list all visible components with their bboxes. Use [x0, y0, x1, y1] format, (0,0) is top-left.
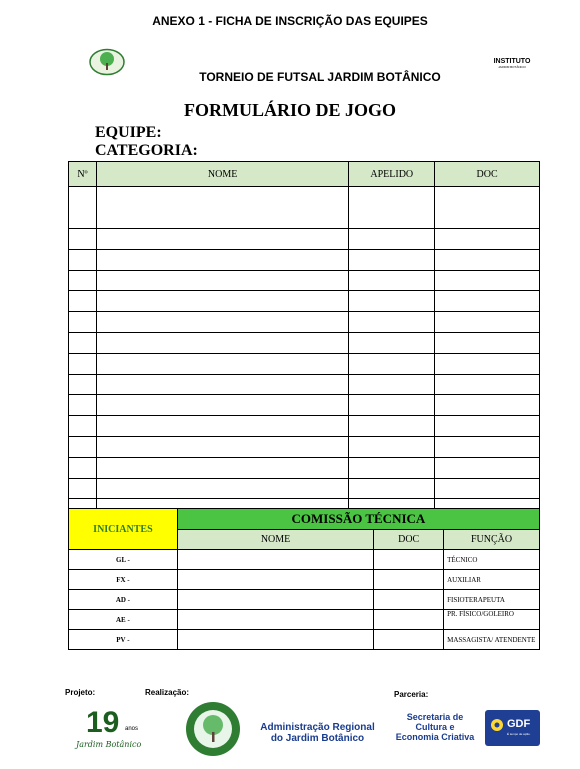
cell[interactable] — [69, 229, 97, 250]
community-seal-icon — [182, 700, 244, 758]
table-row[interactable] — [69, 291, 540, 312]
institute-logo: INSTITUTO JARDIM BOTÂNICO — [493, 58, 531, 69]
table-row[interactable] — [69, 457, 540, 478]
cell[interactable] — [96, 291, 348, 312]
table-row[interactable] — [69, 187, 540, 229]
realization-label: Realização: — [145, 688, 190, 697]
anniversary-logo — [76, 706, 146, 756]
role-label: TÉCNICO — [444, 550, 540, 570]
cell[interactable] — [374, 590, 444, 610]
cell[interactable] — [349, 249, 435, 270]
cell[interactable] — [69, 416, 97, 437]
staff-col-doc: DOC — [374, 530, 444, 550]
cell[interactable] — [96, 332, 348, 353]
table-row[interactable] — [69, 478, 540, 499]
col-nickname: APELIDO — [349, 162, 435, 187]
cell[interactable] — [177, 590, 373, 610]
project-label: Projeto: — [65, 688, 96, 697]
cell[interactable] — [435, 291, 540, 312]
cell[interactable] — [435, 332, 540, 353]
cell[interactable] — [349, 353, 435, 374]
cell[interactable] — [96, 312, 348, 333]
cell[interactable] — [96, 187, 348, 229]
cell[interactable] — [374, 610, 444, 630]
gdf-flower-icon — [488, 717, 506, 737]
players-table — [68, 161, 540, 520]
cell[interactable] — [349, 291, 435, 312]
cell[interactable] — [177, 610, 373, 630]
cell[interactable] — [374, 550, 444, 570]
cell[interactable] — [435, 353, 540, 374]
col-number: Nº — [69, 162, 97, 187]
tree-logo-icon — [88, 48, 126, 76]
cell[interactable] — [177, 550, 373, 570]
col-doc: DOC — [435, 162, 540, 187]
role-label: PR. FÍSICO/GOLEIRO — [444, 610, 540, 630]
staff-col-role: FUNÇÃO — [444, 530, 540, 550]
cell[interactable] — [349, 436, 435, 457]
gdf-logo: GDF É tempo de ação. — [485, 710, 540, 746]
cell[interactable] — [349, 395, 435, 416]
table-row[interactable] — [69, 332, 540, 353]
admin-regional-text: Administração Regional do Jardim Botânico — [260, 722, 375, 744]
cell[interactable] — [435, 478, 540, 499]
cell[interactable] — [435, 249, 540, 270]
cell[interactable] — [349, 312, 435, 333]
cell[interactable] — [69, 332, 97, 353]
table-row[interactable] — [69, 395, 540, 416]
annex-title: ANEXO 1 - FICHA DE INSCRIÇÃO DAS EQUIPES — [152, 14, 428, 28]
anniversary-unit: anos — [125, 726, 139, 732]
cell[interactable] — [96, 478, 348, 499]
cell[interactable] — [349, 416, 435, 437]
table-row[interactable] — [69, 610, 540, 630]
cell[interactable] — [96, 353, 348, 374]
cell[interactable] — [435, 395, 540, 416]
cell[interactable] — [69, 312, 97, 333]
cell[interactable] — [96, 395, 348, 416]
cell[interactable] — [435, 436, 540, 457]
role-label: FISIOTERAPEUTA — [444, 590, 540, 610]
cell[interactable] — [435, 270, 540, 291]
cell[interactable] — [435, 187, 540, 229]
tournament-title: TORNEIO DE FUTSAL JARDIM BOTÂNICO — [199, 70, 441, 84]
cell[interactable] — [349, 478, 435, 499]
table-row[interactable] — [69, 590, 540, 610]
table-row[interactable] — [69, 353, 540, 374]
players-header-row — [69, 162, 540, 187]
cell[interactable] — [435, 374, 540, 395]
cell[interactable] — [69, 270, 97, 291]
cell[interactable] — [69, 353, 97, 374]
cell[interactable] — [435, 416, 540, 437]
secretaria-text: Secretaria de Cultura e Economia Criativa — [395, 712, 475, 742]
table-row[interactable] — [69, 374, 540, 395]
table-row[interactable] — [69, 436, 540, 457]
table-row[interactable] — [69, 416, 540, 437]
staff-table — [68, 508, 540, 650]
cell[interactable] — [96, 416, 348, 437]
cell[interactable] — [374, 630, 444, 650]
table-row[interactable] — [69, 249, 540, 270]
cell[interactable] — [374, 570, 444, 590]
commission-title: COMISSÃO TÉCNICA — [177, 509, 539, 530]
starters-label: INICIANTES — [69, 509, 178, 550]
cell[interactable] — [69, 478, 97, 499]
table-row[interactable] — [69, 270, 540, 291]
cell[interactable] — [349, 374, 435, 395]
cell[interactable] — [69, 291, 97, 312]
form-title: FORMULÁRIO DE JOGO — [183, 100, 396, 120]
cell[interactable] — [96, 229, 348, 250]
cell[interactable] — [96, 436, 348, 457]
table-row[interactable] — [69, 312, 540, 333]
partnership-label: Parceria: — [394, 690, 429, 699]
cell[interactable] — [177, 630, 373, 650]
cell[interactable] — [349, 457, 435, 478]
cell[interactable] — [96, 374, 348, 395]
cell[interactable] — [69, 249, 97, 270]
role-label: AUXILIAR — [444, 570, 540, 590]
team-label: EQUIPE: — [95, 124, 162, 141]
cell[interactable] — [96, 249, 348, 270]
cell[interactable] — [96, 457, 348, 478]
table-row[interactable] — [69, 550, 540, 570]
cell[interactable] — [69, 395, 97, 416]
cell[interactable] — [69, 436, 97, 457]
cell[interactable] — [349, 229, 435, 250]
cell[interactable] — [96, 270, 348, 291]
table-row[interactable] — [69, 570, 540, 590]
category-label: CATEGORIA: — [95, 142, 198, 159]
cell[interactable] — [349, 270, 435, 291]
position-label: PV - — [69, 630, 178, 650]
staff-col-name: NOME — [177, 530, 373, 550]
cell[interactable] — [69, 457, 97, 478]
cell[interactable] — [435, 457, 540, 478]
col-name: NOME — [96, 162, 348, 187]
position-label: AE - — [69, 610, 178, 630]
cell[interactable] — [349, 332, 435, 353]
anniversary-name: Jardim Botânico — [76, 740, 142, 749]
cell[interactable] — [349, 187, 435, 229]
table-row[interactable] — [69, 630, 540, 650]
role-label: MASSAGISTA/ ATENDENTE — [444, 630, 540, 650]
cell[interactable] — [177, 570, 373, 590]
cell[interactable] — [69, 187, 97, 229]
table-row[interactable] — [69, 229, 540, 250]
cell[interactable] — [69, 374, 97, 395]
position-label: GL - — [69, 550, 178, 570]
anniversary-number: 19 — [86, 706, 120, 739]
position-label: AD - — [69, 590, 178, 610]
position-label: FX - — [69, 570, 178, 590]
cell[interactable] — [435, 229, 540, 250]
cell[interactable] — [435, 312, 540, 333]
